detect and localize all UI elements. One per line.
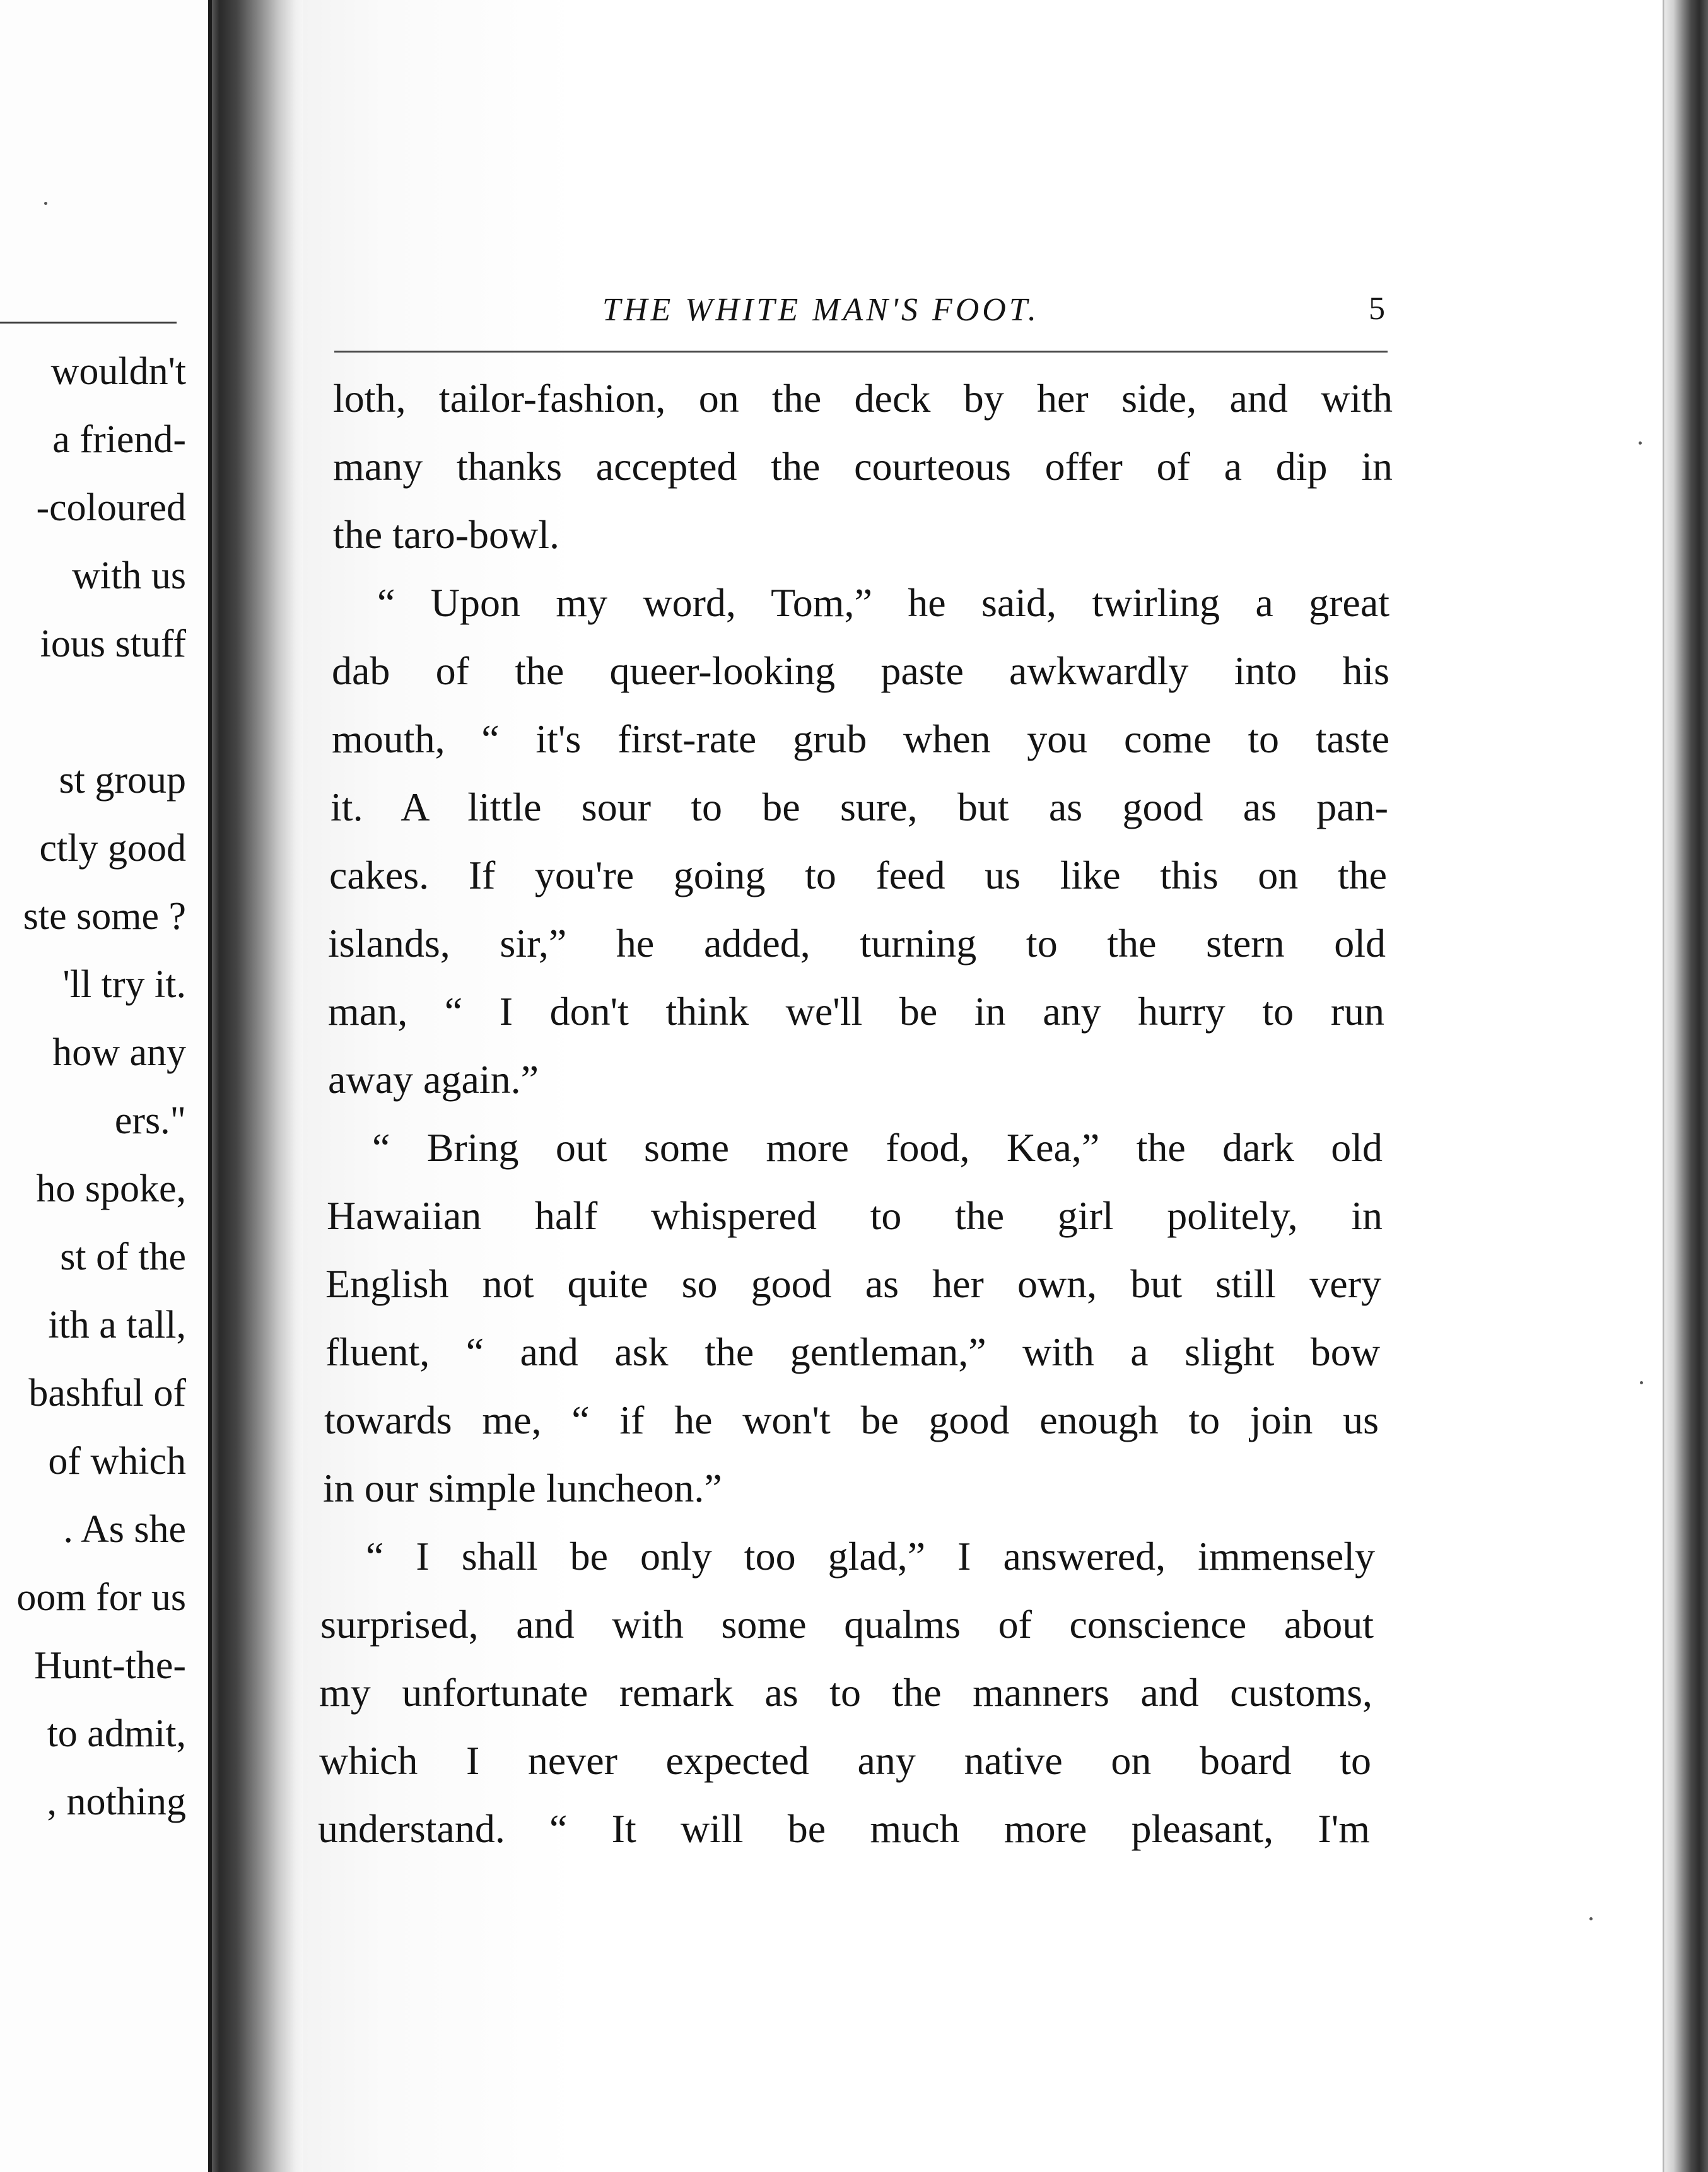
body-line: “ Upon my word, Tom,” he said, twirling a great [377, 580, 1389, 625]
left-page-line: Hunt-the- [33, 1644, 186, 1687]
left-page-line: ith a tall, [48, 1304, 186, 1346]
body-line: fluent, “ and ask the gentleman,” with a slight bow [325, 1329, 1380, 1374]
left-page-line: bashful of [28, 1372, 186, 1415]
body-line: understand. “ It will be much more pleasant, I'm [318, 1806, 1370, 1851]
body-line: in our simple luncheon.” [323, 1466, 722, 1510]
left-page-line: -coloured [36, 486, 186, 529]
body-line: English not quite so good as her own, but still very [325, 1261, 1381, 1306]
body-line: away again.” [328, 1057, 539, 1102]
left-page-line: wouldn't [50, 350, 186, 393]
left-page-line: ctly good [39, 827, 186, 870]
page-edge-line [1663, 0, 1664, 2172]
body-line: surprised, and with some qualms of conscience about [320, 1602, 1374, 1647]
gutter-edge [208, 0, 212, 2172]
body-line: loth, tailor-fashion, on the deck by her side, and with [333, 376, 1393, 421]
body-line: mouth, “ it's first-rate grub when you come to taste [332, 716, 1389, 761]
left-page-line: ious stuff [40, 622, 186, 665]
left-facing-page [0, 0, 211, 2172]
left-page-line: oom for us [16, 1576, 186, 1619]
left-page-line: of which [48, 1440, 186, 1483]
body-line: man, “ I don't think we'll be in any hurry to run [328, 989, 1384, 1034]
left-page-line: ho spoke, [36, 1167, 186, 1210]
body-line: dab of the queer-looking paste awkwardly into his [332, 648, 1389, 693]
left-page-line: ste some ? [23, 895, 186, 938]
left-page-line: ers." [114, 1099, 186, 1142]
left-page-line: st of the [60, 1235, 186, 1278]
left-page-line: 'll try it. [62, 963, 186, 1006]
left-page-line: a friend- [52, 418, 186, 461]
body-line: cakes. If you're going to feed us like this on the [329, 853, 1387, 897]
body-line: “ I shall be only too glad,” I answered, immensely [366, 1534, 1375, 1579]
body-line: islands, sir,” he added, turning to the stern old [328, 921, 1386, 966]
body-line: it. A little sour to be sure, but as good as pan- [330, 785, 1388, 829]
left-page-line: st group [59, 759, 186, 802]
body-line: many thanks accepted the courteous offer of a dip in [333, 444, 1393, 489]
binding-gutter-shadow [208, 0, 303, 2172]
body-line: which I never expected any native on board to [319, 1738, 1371, 1783]
scan-speck [1640, 1381, 1643, 1384]
left-page-rule [0, 322, 177, 324]
left-page-line: to admit, [47, 1712, 186, 1755]
page-edge-shadow [1665, 0, 1708, 2172]
left-page-line: , nothing [47, 1780, 186, 1823]
left-page-line: how any [52, 1031, 186, 1074]
left-page-line: . As she [63, 1508, 186, 1551]
body-line: towards me, “ if he won't be good enough to join us [324, 1398, 1379, 1442]
scan-speck [1589, 1917, 1593, 1920]
running-head: THE WHITE MAN'S FOOT. [602, 292, 1039, 328]
scan-speck [44, 202, 47, 205]
body-line: my unfortunate remark as to the manners and customs, [319, 1670, 1372, 1715]
left-page-line: with us [72, 554, 186, 597]
body-line: the taro-bowl. [333, 512, 559, 557]
scan-speck [1639, 441, 1642, 445]
body-line: Hawaiian half whispered to the girl politely, in [327, 1193, 1383, 1238]
page-number: 5 [1369, 291, 1385, 327]
body-line: “ Bring out some more food, Kea,” the dark old [372, 1125, 1383, 1170]
header-rule [334, 351, 1388, 353]
